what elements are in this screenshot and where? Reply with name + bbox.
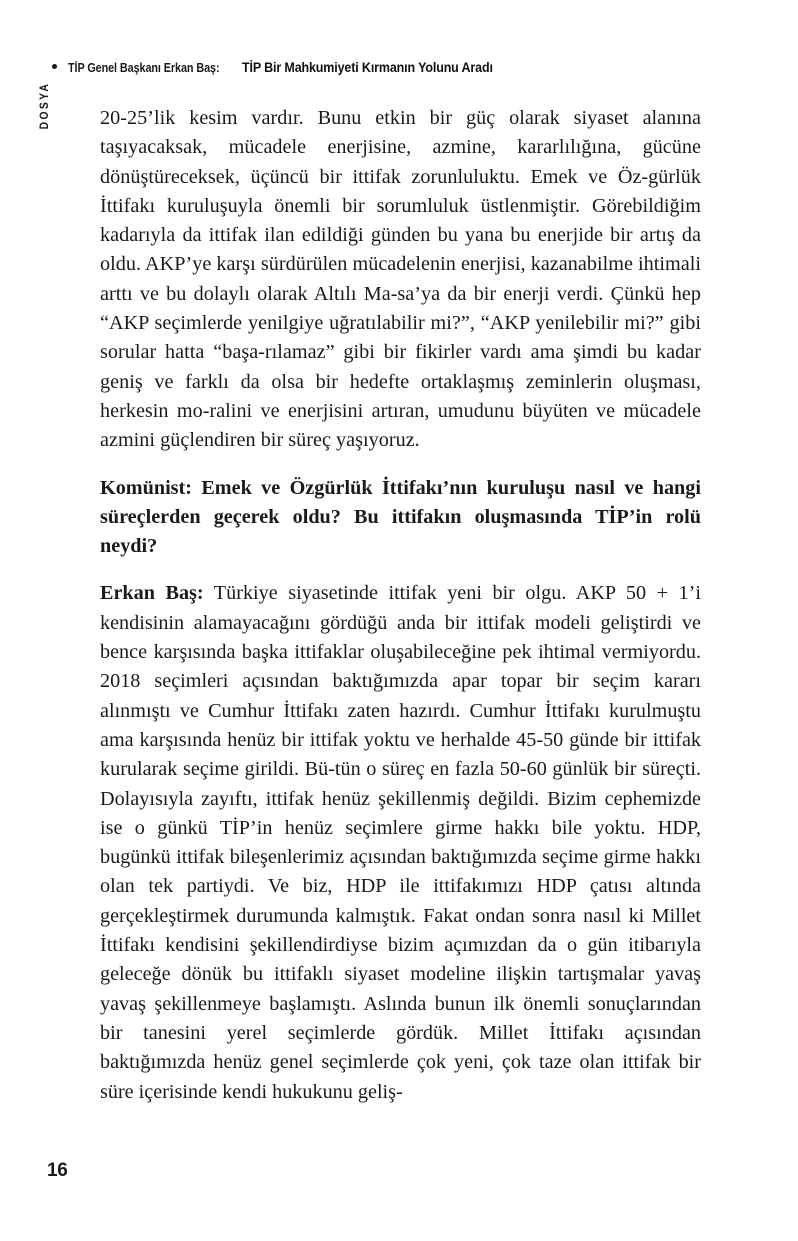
running-header — [52, 60, 527, 76]
section-tab-label: DOSYA — [39, 82, 51, 130]
header-kicker: TİP Genel Başkanı Erkan Baş: — [68, 61, 220, 75]
answer-body-text: Türkiye siyasetinde ittifak yeni bir olgu. AKP 50 + 1’i kendisinin alamayacağını gördüğü anda bir ittifak modeli geliştirdi ve bence karşısında başka ittifaklar oluşabileceğine pek ihtimal vermiyordu. 2018 seçimleri açısından baktığımızda apar topar bir seçim kararı alınmıştı ve Cumhur İttifakı zaten hazırdı. Cumhur İttifakı kurulmuştu ama karşısında henüz bir ittifak yoktu ve herhalde 45-50 günde bir ittifak kurularak seçime girildi. Bü-tün o süreç en fazla 50-60 günlük bir süreçti. Dolayısıyla zayıftı, ittifak henüz şekillenmiş değildi. Bizim cephemizde ise o günkü TİP’in henüz seçimlere girme hakkı bile yoktu. HDP, bugünkü ittifak bileşenlerimiz açısından baktığımızda seçime girme hakkı olan tek partiydi. Ve biz, HDP ile ittifakımızı HDP çatısı altında gerçekleştirmek durumunda kalmıştık. Fakat ondan sonra nasıl ki Millet İttifakı kendisini şekillendirdiyse bizim açımızdan da o gün itibarıyla geleceğe dönük bu ittifaklı siyaset modeline ilişkin tartışmalar yavaş yavaş şekillenmeye başlamıştı. Aslında bunun ilk önemli sonuçlarından bir tanesini yerel seçimlerde gördük. Millet İttifakı açısından baktığımızda henüz genel seçimlerde çok yeni, çok taze olan ittifak bir süre içerisinde kendi hukukunu geliş- — [100, 582, 701, 1103]
section-tab — [35, 71, 55, 141]
answer-speaker-name: Erkan Baş: — [100, 582, 204, 605]
text-column — [100, 104, 701, 1107]
bullet-dot-icon — [52, 64, 57, 69]
interview-answer — [100, 561, 701, 1106]
paragraph-continuation: 20-25’lik kesim vardır. Bunu etkin bir güç olarak siyaset alanına taşıyacaksak, mücadele enerjisine, azmine, kararlılığına, gücüne dönüştüreceksek, üçüncü bir ittifak zorunluluktu. Emek ve Öz-gürlük İttifakı kuruluşuyla önemli bir sorumluluk üstlenmiştir. Görebildiğim kadarıyla da ittifak ilan edildiği günden bu yana bu enerjide bir artış da oldu. AKP’ye karşı sürdürülen mücadelenin enerjisi, kazanabilme ihtimali arttı ve bu dolaylı olarak Altılı Ma-sa’ya da bir enerji verdi. Çünkü hep “AKP seçimlerde yenilgiye uğratılabilir mi?”, “AKP yenilebilir mi?” gibi sorular hatta “başa-rılamaz” gibi bir fikirler vardı ama şimdi bu kadar geniş ve farklı da olsa bir hedefte ortaklaşmış zeminlerin oluşması, herkesin mo-ralini ve enerjisini artıran, umudunu büyüten ve mücadele azmini güçlendiren bir süreç yaşıyoruz. — [100, 107, 701, 452]
page-number: 16 — [47, 1160, 68, 1181]
interview-question: Komünist: Emek ve Özgürlük İttifakı’nın kuruluşu nasıl ve hangi süreçlerden geçerek oldu? Bu ittifakın oluşmasında TİP’in rolü neydi? — [100, 476, 701, 558]
header-article-title: TİP Bir Mahkumiyeti Kırmanın Yolunu Aradı — [242, 60, 493, 76]
